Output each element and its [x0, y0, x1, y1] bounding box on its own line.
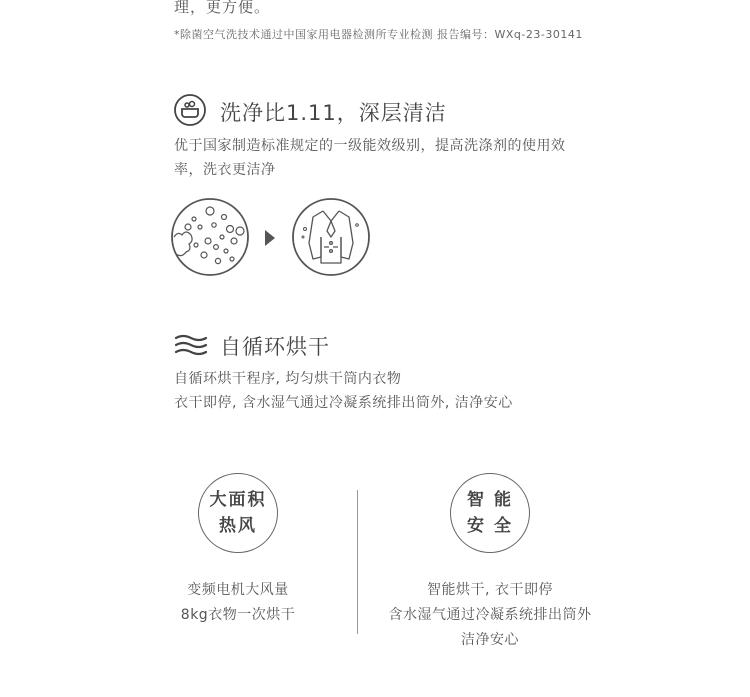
intro-text-tail: 理，更方便。: [174, 0, 271, 16]
test-report-footnote: *除菌空气洗技术通过中国家用电器检测所专业检测 报告编号：WXq-23-30141: [174, 28, 583, 41]
feature-text-line: 含水湿气通过冷凝系统排出筒外: [388, 607, 592, 623]
badge-line-2: 安 全: [467, 516, 513, 536]
badge-line-1: 大面积: [209, 490, 267, 510]
feature-text-line: 变频电机大风量: [187, 582, 289, 598]
bubbles-foam-icon: [170, 197, 250, 277]
play-arrow-icon: [264, 229, 276, 247]
wash-desc-line-2: 率，洗衣更洁净: [174, 162, 276, 178]
feature-text-line: 智能烘干, 衣干即停: [427, 582, 553, 598]
wash-section-description: [174, 134, 566, 182]
clean-jacket-icon: [291, 197, 371, 277]
transition-arrow: [264, 229, 276, 251]
feature-text-right: [380, 578, 600, 653]
wash-basin-icon: [174, 94, 206, 126]
feature-text-left: [158, 578, 318, 628]
badge-line-2: 热风: [219, 516, 257, 536]
clean-jacket-circle: [291, 197, 371, 277]
feature-badge-large-area-hot-air: [198, 473, 278, 553]
badge-line-1: 智 能: [467, 490, 513, 510]
airflow-waves-icon: [174, 334, 208, 356]
feature-divider: [357, 490, 358, 634]
dry-section-icon-wrap: [174, 334, 208, 360]
dry-desc-line-1: 自循环烘干程序, 均匀烘干筒内衣物: [174, 371, 402, 387]
feature-text-line: 洁净安心: [461, 632, 519, 648]
dry-section-description: [174, 367, 513, 415]
wash-desc-line-1: 优于国家制造标准规定的一级能效级别，提高洗涤剂的使用效: [174, 138, 566, 154]
wash-section-icon-wrap: [174, 94, 206, 130]
wash-section-title: 洗净比1.11，深层清洁: [220, 101, 447, 125]
feature-text-line: 8kg衣物一次烘干: [180, 607, 296, 623]
dry-desc-line-2: 衣干即停, 含水湿气通过冷凝系统排出筒外, 洁净安心: [174, 395, 513, 411]
feature-badge-smart-safe: [450, 473, 530, 553]
dry-section-title: 自循环烘干: [220, 335, 330, 359]
bubbles-circle: [170, 197, 250, 277]
